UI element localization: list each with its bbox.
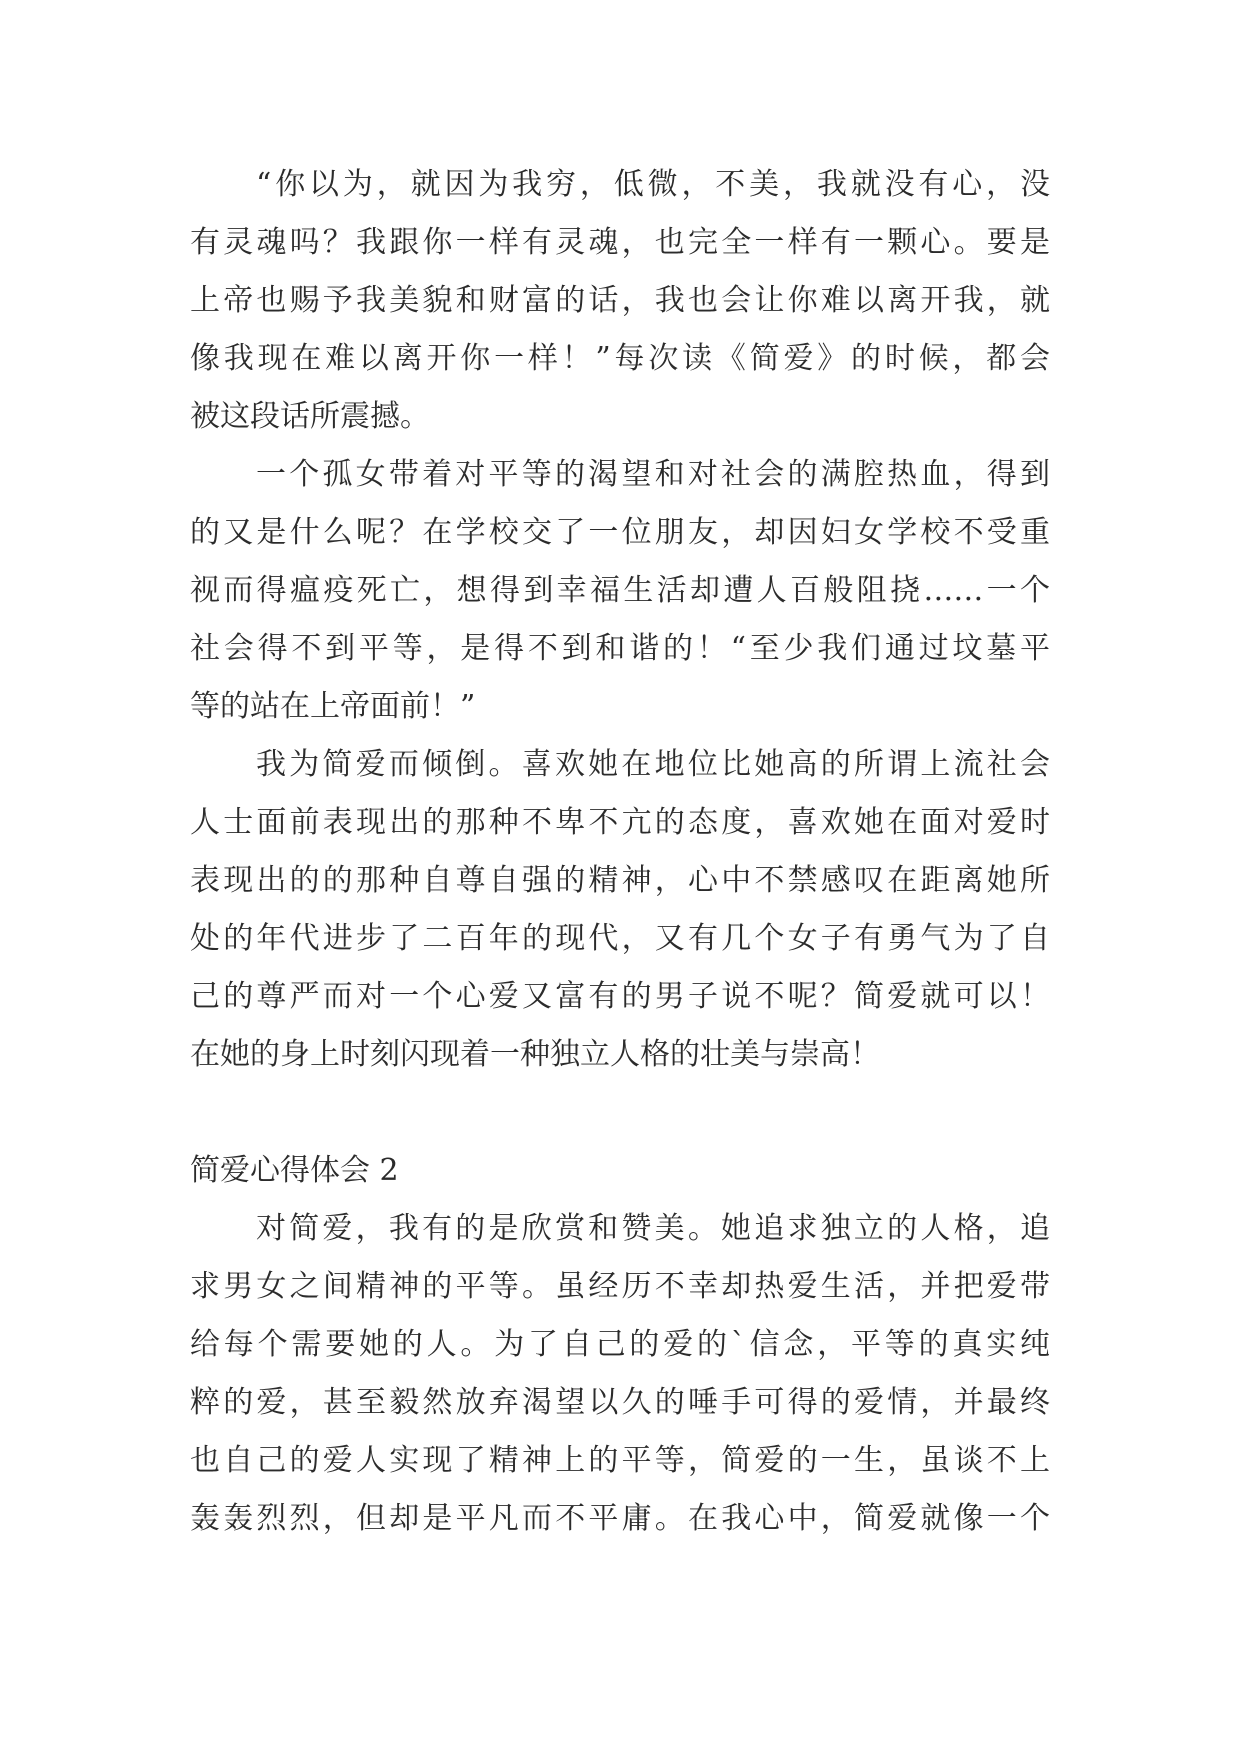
paragraph-1	[190, 156, 1050, 446]
text-line: 己的尊严而对一个心爱又富有的男子说不呢？简爱就可以！	[190, 979, 1050, 1014]
text-line: 视而得瘟疫死亡，想得到幸福生活却遭人百般阻挠……一个	[190, 573, 1050, 608]
text-line: 被这段话所震撼。	[190, 399, 430, 434]
text-line: 我为简爱而倾倒。喜欢她在地位比她高的所谓上流社会	[256, 747, 1050, 782]
section-heading: 简爱心得体会 2	[190, 1153, 399, 1188]
text-line: 像我现在难以离开你一样！”每次读《简爱》的时候，都会	[190, 341, 1050, 376]
text-line: 社会得不到平等，是得不到和谐的！“至少我们通过坟墓平	[190, 631, 1050, 666]
text-line: 求男女之间精神的平等。虽经历不幸却热爱生活，并把爱带	[190, 1269, 1050, 1304]
document-body	[190, 156, 1050, 1548]
section-spacer	[190, 1084, 1050, 1142]
paragraph-3	[190, 736, 1050, 1084]
text-line: 粹的爱，甚至毅然放弃渴望以久的唾手可得的爱情，并最终	[190, 1385, 1050, 1420]
text-line: 给每个需要她的人。为了自己的爱的`信念，平等的真实纯	[190, 1327, 1050, 1362]
text-line: 表现出的的那种自尊自强的精神，心中不禁感叹在距离她所	[190, 863, 1050, 898]
paragraph-2	[190, 446, 1050, 736]
text-line: 处的年代进步了二百年的现代，又有几个女子有勇气为了自	[190, 921, 1050, 956]
text-line: 上帝也赐予我美貌和财富的话，我也会让你难以离开我，就	[190, 283, 1050, 318]
text-line: 有灵魂吗？我跟你一样有灵魂，也完全一样有一颗心。要是	[190, 225, 1050, 260]
text-line: “你以为，就因为我穷，低微，不美，我就没有心，没	[256, 167, 1050, 202]
text-line: 也自己的爱人实现了精神上的平等，简爱的一生，虽谈不上	[190, 1443, 1050, 1478]
text-line: 轰轰烈烈，但却是平凡而不平庸。在我心中，简爱就像一个	[190, 1501, 1050, 1536]
text-line: 一个孤女带着对平等的渴望和对社会的满腔热血，得到	[256, 457, 1050, 492]
text-line: 对简爱，我有的是欣赏和赞美。她追求独立的人格，追	[256, 1211, 1050, 1246]
text-line: 人士面前表现出的那种不卑不亢的态度，喜欢她在面对爱时	[190, 805, 1050, 840]
text-line: 等的站在上帝面前！”	[190, 689, 476, 724]
text-line: 在她的身上时刻闪现着一种独立人格的壮美与崇高！	[190, 1037, 880, 1072]
text-line: 的又是什么呢？在学校交了一位朋友，却因妇女学校不受重	[190, 515, 1050, 550]
paragraph-4	[190, 1200, 1050, 1548]
